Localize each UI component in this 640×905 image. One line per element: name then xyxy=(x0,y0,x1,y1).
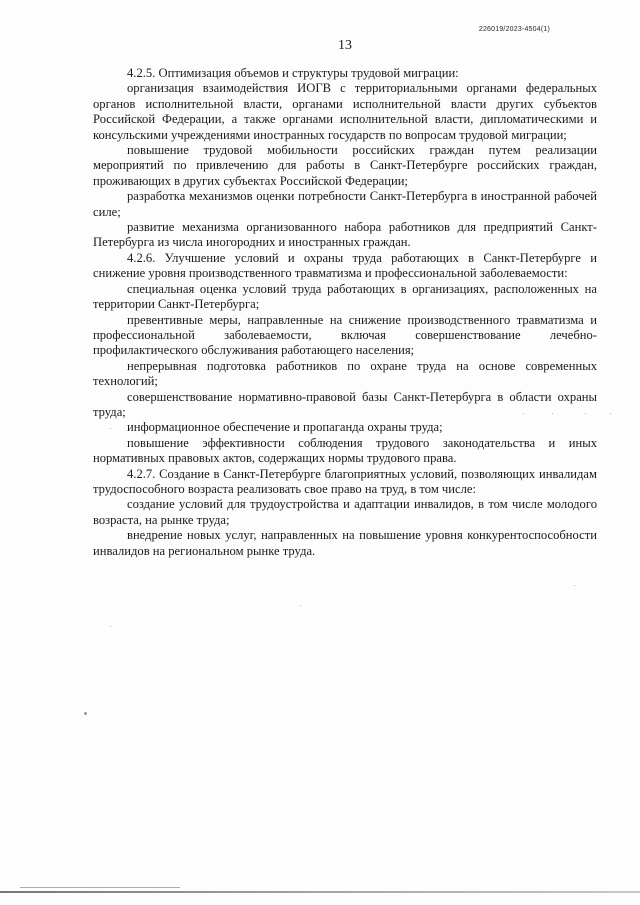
paragraph: специальная оценка условий труда работающих в организациях, расположенных на территории Санкт-Петербурга; xyxy=(93,281,597,312)
paragraph: внедрение новых услуг, направленных на повышение уровня конкурентоспособности инвалидов на региональном рынке труда. xyxy=(93,528,597,558)
paragraph: повышение эффективности соблюдения трудового законодательства и иных нормативных правовых актов, содержащих нормы трудового права. xyxy=(93,435,597,466)
document-id: 226019/2023-4504(1) xyxy=(478,26,550,33)
scan-speck xyxy=(110,626,111,627)
paragraph: непрерывная подготовка работников по охране труда на основе современных технологий; xyxy=(93,358,597,389)
paragraph: превентивные меры, направленные на снижение производственного травматизма и профессиональной заболеваемости, включая совершенствование лечебно-профилактического обслуживания работающего населения; xyxy=(93,312,597,358)
section-heading-4-2-5: 4.2.5. Оптимизация объемов и структуры трудовой миграции: xyxy=(127,66,459,80)
section-heading-4-2-6: 4.2.6. Улучшение условий и охраны труда работающих в Санкт-Петербурге и снижение уровня производственного травматизма и профессиональной заболеваемости: xyxy=(93,250,597,281)
scan-speck xyxy=(552,413,553,414)
paragraph: организация взаимодействия ИОГВ с территориальными органами федеральных органов исполнительной власти, органами исполнительной власти других субъектов Российской Федерации, а также органами исполнительной власти, дипломатическими и консульскими учреждениями иностранных государств по вопросам трудовой миграции; xyxy=(93,81,597,142)
scan-speck xyxy=(585,413,586,414)
scan-speck xyxy=(574,585,575,586)
paragraph: совершенствование нормативно-правовой базы Санкт-Петербурга в области охраны труда; xyxy=(93,389,597,419)
paragraph: разработка механизмов оценки потребности Санкт-Петербурга в иностранной рабочей силе; xyxy=(93,189,597,219)
paragraph: повышение трудовой мобильности российских граждан путем реализации мероприятий по привлечению для работы в Санкт-Петербурге российских граждан, проживающих в других субъектах Российской Федерации; xyxy=(93,143,597,188)
scan-speck xyxy=(523,413,524,414)
page-number: 13 xyxy=(338,38,352,53)
scan-edge-line xyxy=(0,891,640,893)
document-body xyxy=(93,66,597,559)
scan-edge-line xyxy=(20,887,180,888)
scan-speck xyxy=(300,605,301,606)
scan-speck xyxy=(110,428,111,429)
paragraph: создание условий для трудоустройства и адаптации инвалидов, в том числе молодого возраста, на рынке труда; xyxy=(93,497,597,527)
scan-speck xyxy=(84,712,87,715)
paragraph: развитие механизма организованного набора работников для предприятий Санкт-Петербурга из числа иногородних и иностранных граждан. xyxy=(93,220,597,250)
paragraph: информационное обеспечение и пропаганда охраны труда; xyxy=(127,420,443,435)
section-heading-4-2-7: 4.2.7. Создание в Санкт-Петербурге благоприятных условий, позволяющих инвалидам трудоспособного возраста реализовать свое право на труд, в том числе: xyxy=(93,466,597,496)
scan-speck xyxy=(610,413,611,414)
